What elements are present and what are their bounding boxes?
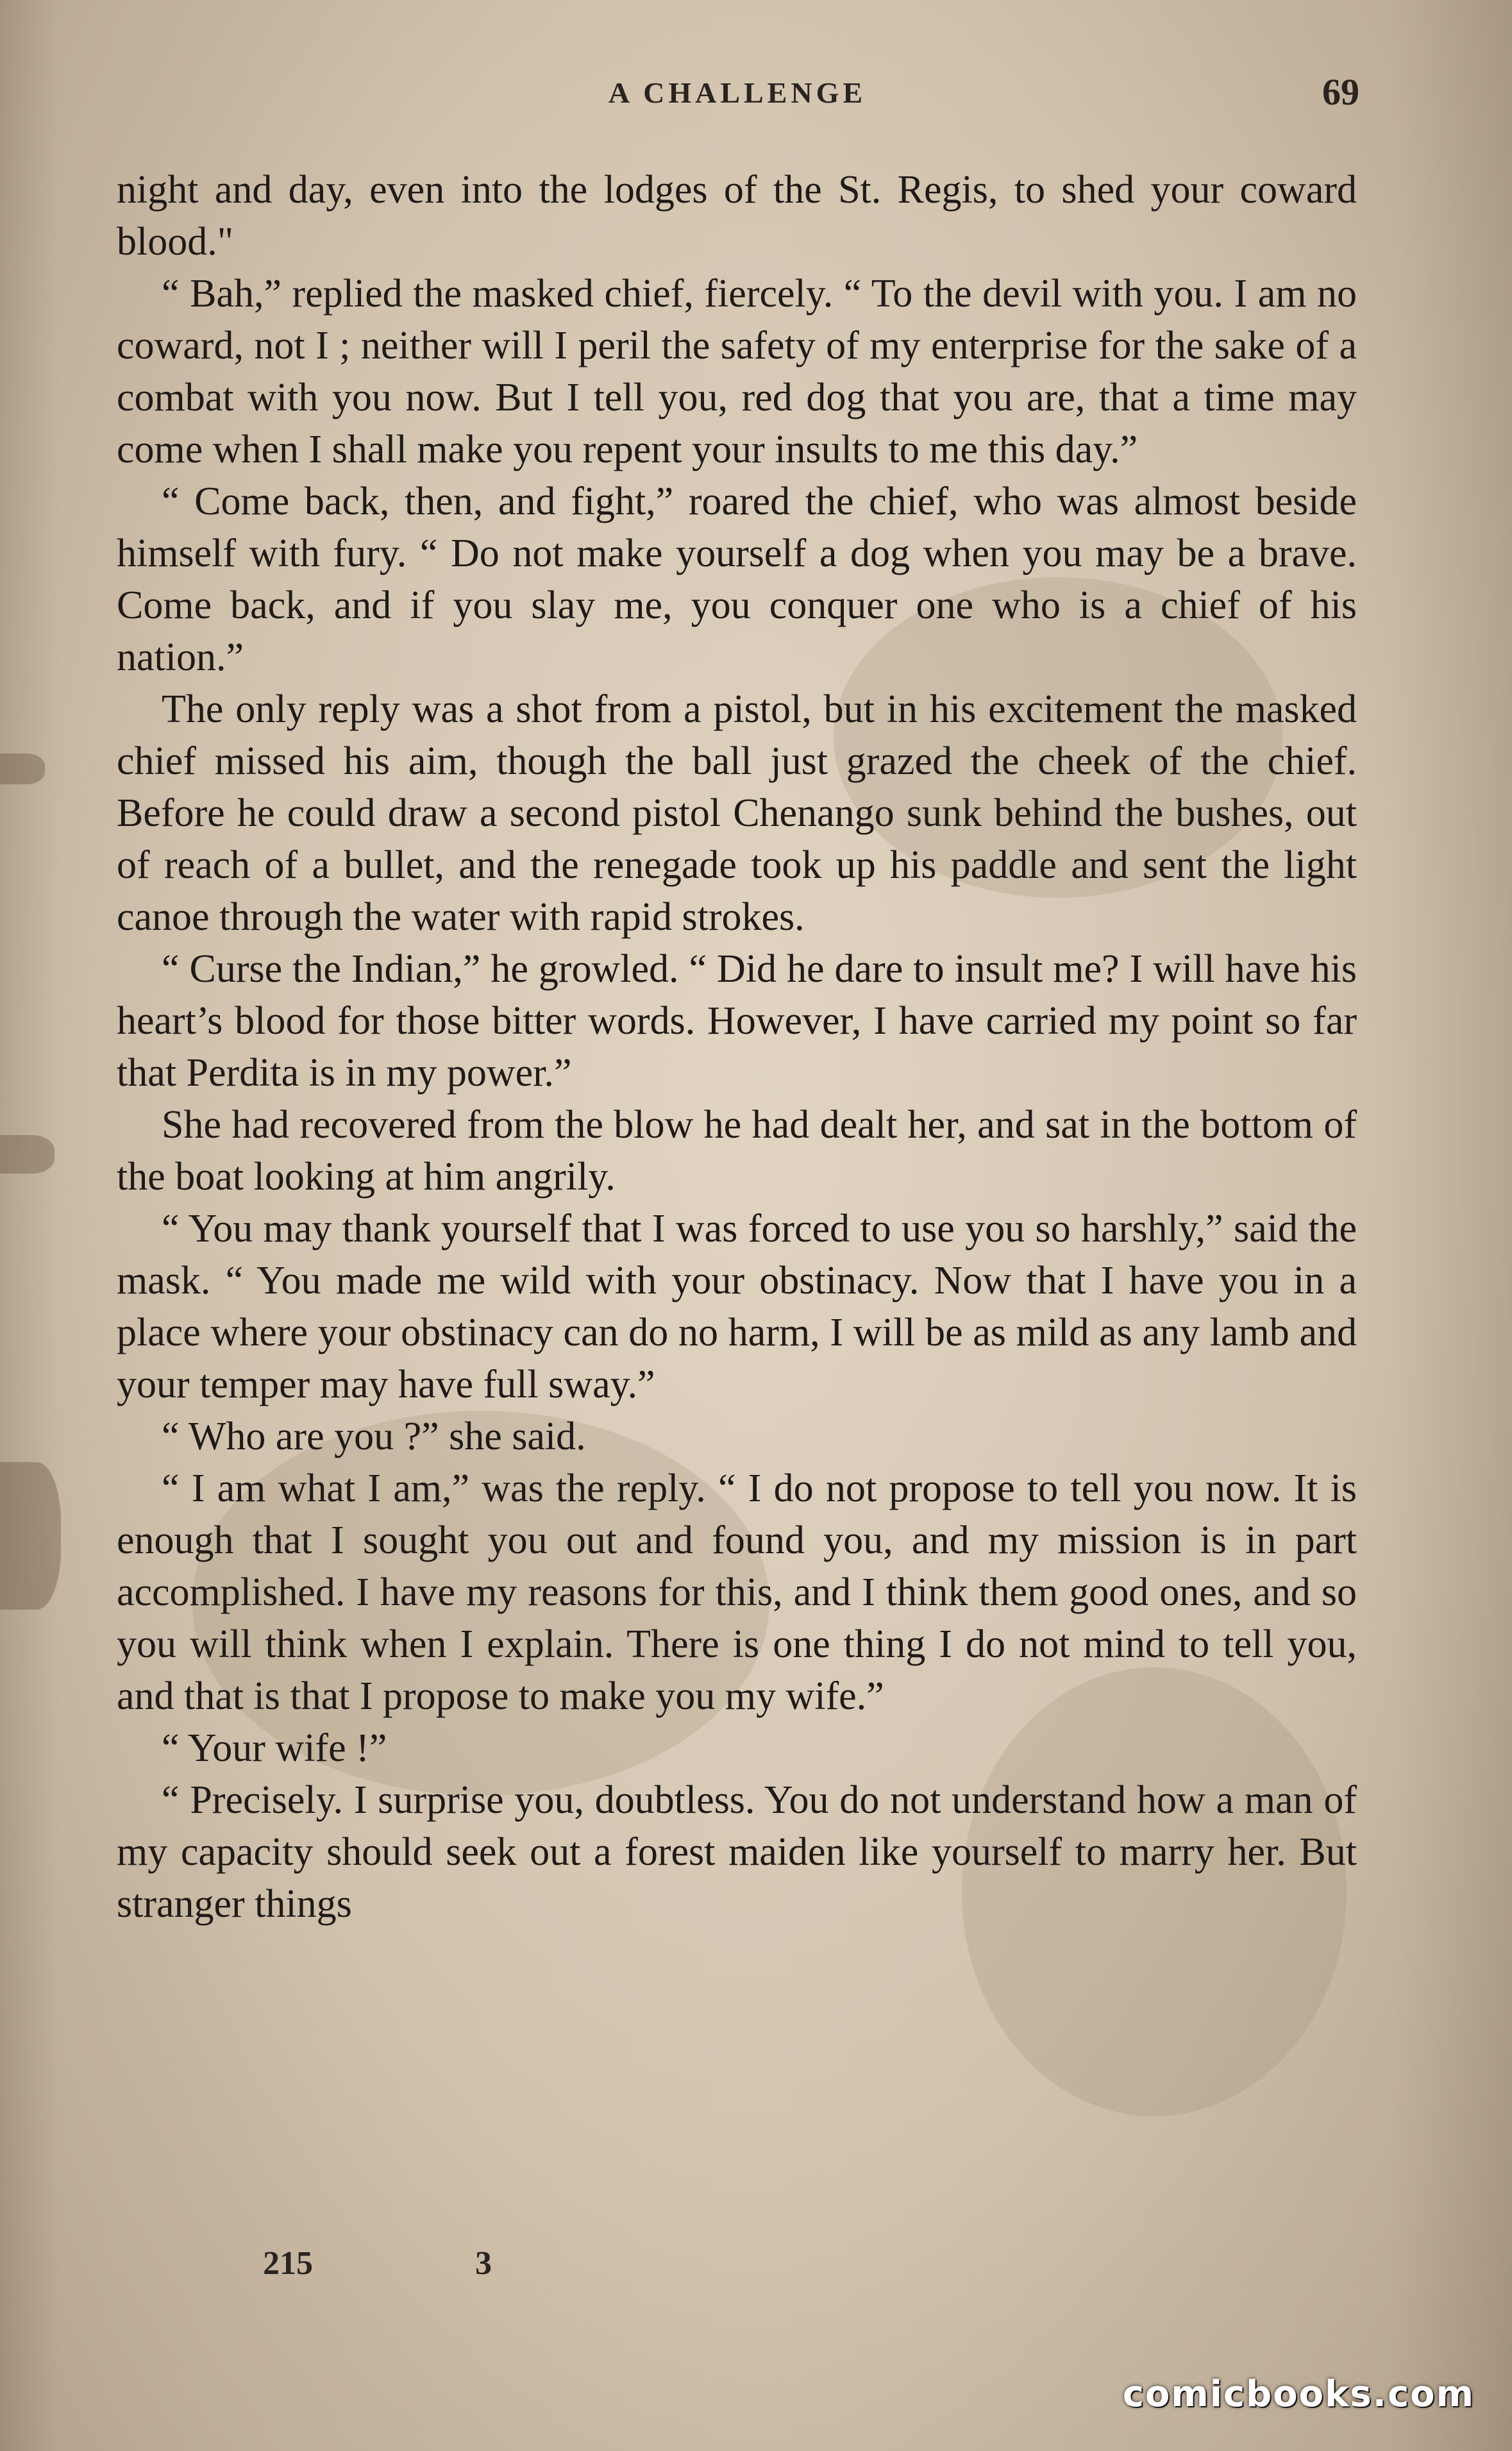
paragraph: “ Bah,” replied the masked chief, fiercely. “ To the devil with you. I am no coward, not I ; neither will I peril the safety of my enterprise for the sake of a combat with you now. But I tell you, red dog that you are, that a time may come when I shall make you repent your insults to me this day.” xyxy=(117,272,1357,471)
paragraph: “ Precisely. I surprise you, doubtless. You do not understand how a man of my capacity should seek out a forest maiden like yourself to marry her. But stranger things xyxy=(117,1778,1357,1926)
page-tear xyxy=(0,1135,55,1174)
signature-number: 215 xyxy=(263,2245,313,2282)
paragraph: She had recovered from the blow he had dealt her, and sat in the bottom of the boat looking at him angrily. xyxy=(117,1103,1357,1199)
running-head xyxy=(115,71,1359,127)
printer-signature xyxy=(263,2245,492,2282)
page-tear xyxy=(0,754,45,784)
signature-mark: 3 xyxy=(475,2245,492,2282)
running-title: A CHALLENGE xyxy=(608,76,867,109)
paragraph: The only reply was a shot from a pistol, but in his excitement the masked chief missed his aim, though the ball just grazed the cheek of the chief. Before he could draw a second pistol Chenango sunk behind the bushes, out of reach of a bullet, and the renegade took up his paddle and sent the light canoe through the water with rapid strokes. xyxy=(117,687,1357,939)
paragraph: “ Your wife !” xyxy=(162,1726,387,1770)
page-number: 69 xyxy=(1322,71,1359,113)
paragraph: “ Come back, then, and fight,” roared the chief, who was almost beside himself with fury. “ Do not make yourself a dog when you may be a brave. Come back, and if you slay me, you conquer one who is a chief of his nation.” xyxy=(117,480,1357,679)
page-tear xyxy=(0,1462,61,1610)
paragraph: “ Curse the Indian,” he growled. “ Did he dare to insult me? I will have his heart’s blood for those bitter words. However, I have carried my point so far that Perdita is in my power.” xyxy=(117,947,1357,1095)
watermark: comicbooks.com xyxy=(1122,2373,1475,2415)
paragraph: “ You may thank yourself that I was forced to use you so harshly,” said the mask. “ You made me wild with your obstinacy. Now that I have you in a place where your obstinacy can do no harm, I will be as mild as any lamb and your temper may have full sway.” xyxy=(117,1207,1357,1406)
paragraph: “ I am what I am,” was the reply. “ I do not propose to tell you now. It is enough that I sought you out and found you, and my mission is in part accomplished. I have my reasons for this, and I think them good ones, and so you will think when I explain. There is one thing I do not mind to tell you, and that is that I propose to make you my wife.” xyxy=(117,1467,1357,1718)
body-text xyxy=(117,164,1357,1930)
paragraph: “ Who are you ?” she said. xyxy=(162,1415,586,1458)
paragraph: night and day, even into the lodges of the St. Regis, to shed your coward blood." xyxy=(117,168,1357,264)
